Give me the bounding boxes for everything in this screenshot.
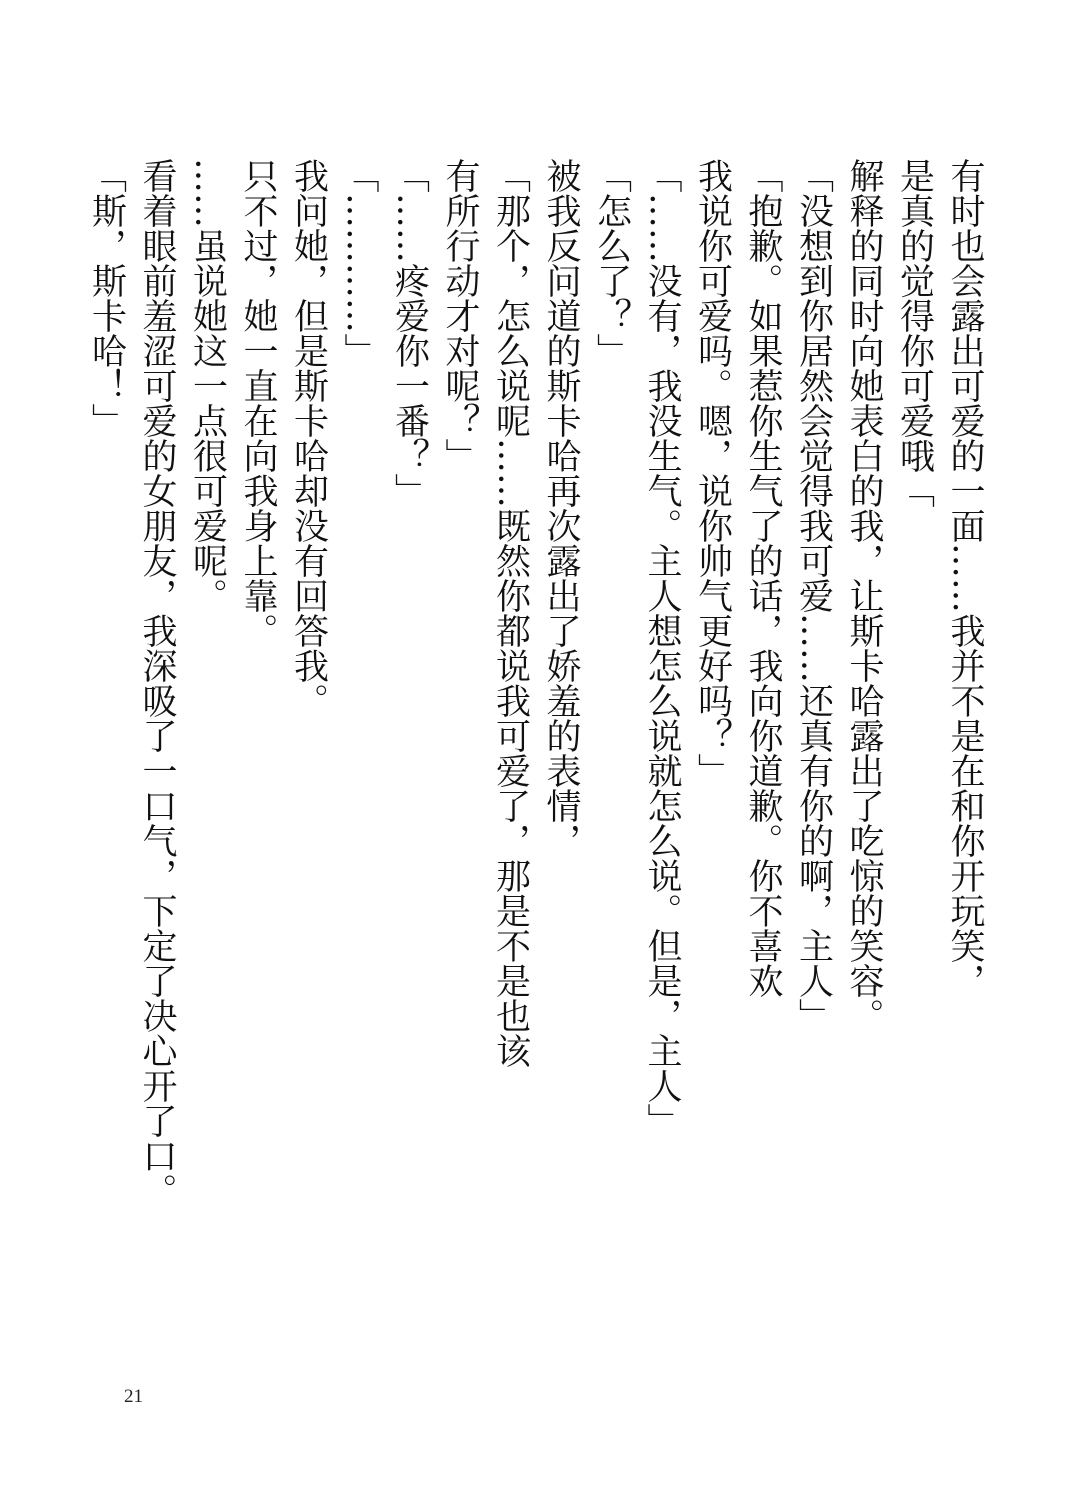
- text-line: 有所行动才对呢？」: [440, 158, 480, 473]
- text-line: 「……没有，我没生气。主人想怎么说就怎么说。但是，主人」: [642, 158, 682, 1138]
- text-line: 我说你可爱吗。嗯，说你帅气更好吗？」: [692, 158, 733, 788]
- text-line: 「…………」: [339, 158, 379, 368]
- text-line: 「……疼爱你一番？」: [389, 158, 430, 508]
- text-line: 「没想到你居然会觉得我可爱……还真有你的啊，主人」: [793, 158, 834, 1033]
- text-line: 我问她，但是斯卡哈却没有回答我。: [288, 158, 329, 718]
- text-line: 「斯，斯卡哈！」: [86, 158, 127, 438]
- vertical-text-body: [81, 158, 990, 1218]
- text-line: 是真的觉得你可爱哦「: [894, 158, 935, 508]
- text-line: 解释的同时向她表白的我，让斯卡哈露出了吃惊的笑容。: [844, 158, 884, 1033]
- text-line: 「怎么了？」: [591, 158, 632, 368]
- text-line: 被我反问道的斯卡哈再次露出了娇羞的表情，: [541, 158, 581, 858]
- text-line: 只不过，她一直在向我身上靠。: [238, 158, 278, 648]
- text-line: 有时也会露出可爱的一面……我并不是在和你开玩笑，: [945, 158, 985, 998]
- text-line: ……虽说她这一点很可爱呢。: [187, 158, 228, 613]
- text-line: 「那个，怎么说呢……既然你都说我可爱了，那是不是也该: [490, 158, 531, 1068]
- page-number: 21: [124, 1386, 143, 1407]
- text-line: 看着眼前羞涩可爱的女朋友，我深吸了一口气，下定了决心开了口。: [137, 158, 177, 1208]
- text-line: 「抱歉。如果惹你生气了的话，我向你道歉。你不喜欢: [743, 158, 783, 998]
